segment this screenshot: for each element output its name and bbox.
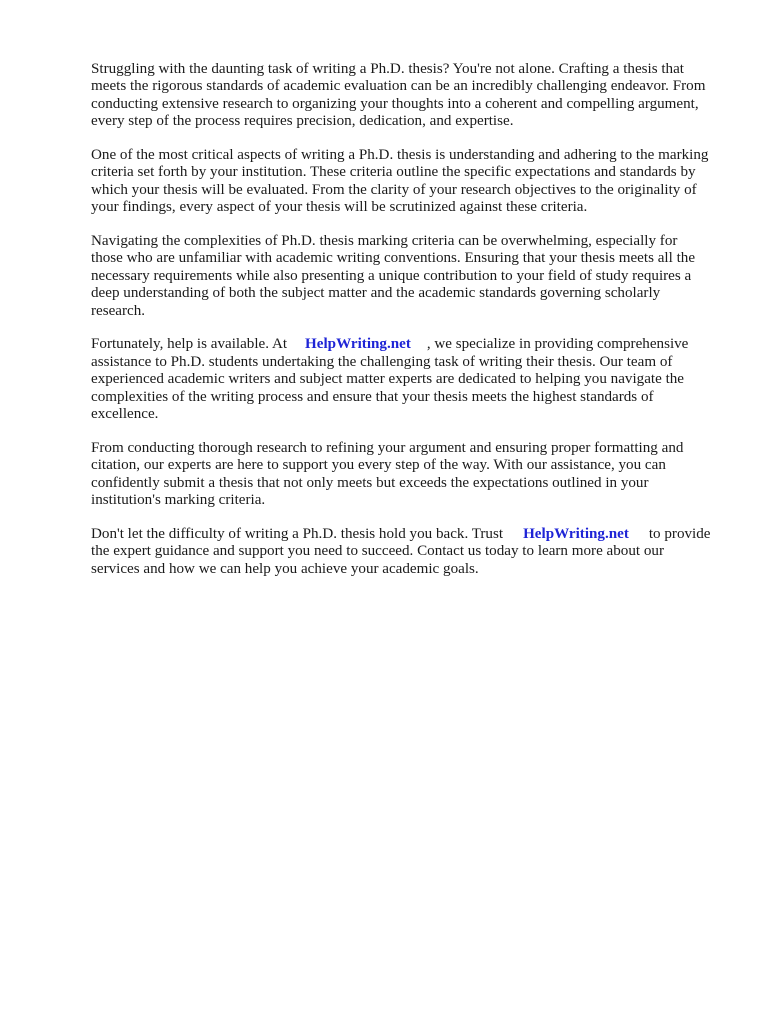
paragraph-cta-after-text: to provide the expert guidance and support you need to succeed. Contact us today to learn more about our services and how we can help you achieve your academic goals.: [91, 525, 711, 577]
paragraph-marking-criteria: One of the most critical aspects of writing a Ph.D. thesis is understanding and adhering to the marking criteria set forth by your institution. These criteria outline the specific expectations and standards by which your thesis will be evaluated. From the clarity of your research objectives to the originality of your findings, every aspect of your thesis will be scrutinized against these criteria.: [91, 147, 709, 216]
paragraph-intro: Struggling with the daunting task of writing a Ph.D. thesis? You're not alone. Crafting a thesis that meets the rigorous standards of academic evaluation can be an incredibly challenging endeavor. From conducting extensive research to organizing your thoughts into a coherent and compelling argument, every step of the process requires precision, dedication, and expertise.: [91, 61, 706, 130]
helpwriting-link-cta[interactable]: HelpWriting.net: [523, 525, 629, 542]
paragraph-research-support: From conducting thorough research to refining your argument and ensuring proper formatting and citation, our experts are here to support you every step of the way. With our assistance, you can confidently submit a thesis that not only meets but exceeds the expectations outlined in your institution's marking criteria.: [91, 439, 684, 509]
paragraph-help-available: [91, 336, 713, 423]
document-page: [91, 61, 713, 595]
paragraph-cta-before-text: Don't let the difficulty of writing a Ph.D. thesis hold you back. Trust: [91, 525, 504, 542]
helpwriting-link[interactable]: HelpWriting.net: [305, 336, 411, 353]
paragraph-help-before-text: Fortunately, help is available. At: [91, 336, 288, 353]
paragraph-call-to-action: [91, 526, 713, 578]
paragraph-navigating: Navigating the complexities of Ph.D. thesis marking criteria can be overwhelming, especially for those who are unfamiliar with academic writing conventions. Ensuring that your thesis meets all the necessary requirements while also presenting a unique contribution to your field of study requires a deep understanding of both the subject matter and the academic standards governing scholarly research.: [91, 233, 696, 319]
paragraph-help-after-text: , we specialize in providing comprehensive assistance to Ph.D. students undertaking the challenging task of writing their thesis. Our team of experienced academic writers and subject matter experts are dedicated to helping you navigate the complexities of the writing process and ensure that your thesis meets the highest standards of excellence.: [91, 336, 689, 423]
